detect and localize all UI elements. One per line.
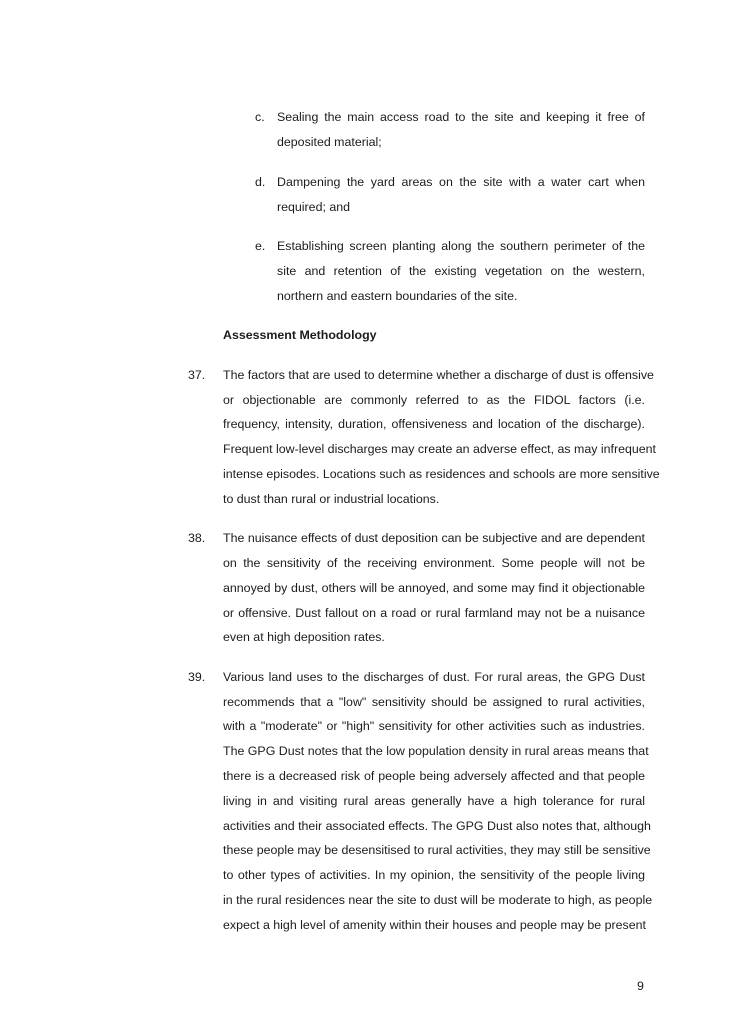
paragraph-number: 39.: [188, 670, 206, 684]
paragraph-line: or objectionable are commonly referred to as the FIDOL factors (i.e.: [223, 393, 645, 407]
paragraph-line: expect a high level of amenity within their houses and people may be present: [223, 918, 646, 932]
paragraph-line: intense episodes. Locations such as residences and schools are more sensitive: [223, 467, 660, 481]
list-item-line: northern and eastern boundaries of the site.: [277, 289, 518, 303]
paragraph-line: with a "moderate" or "high" sensitivity for other activities such as industries.: [223, 719, 645, 733]
paragraph-line: there is a decreased risk of people being adversely affected and that people: [223, 769, 645, 783]
list-item-line: Sealing the main access road to the site and keeping it free of: [277, 110, 645, 124]
paragraph-line: frequency, intensity, duration, offensiveness and location of the discharge).: [223, 417, 645, 431]
paragraph-line: these people may be desensitised to rural activities, they may still be sensitive: [223, 843, 651, 857]
list-item-line: Establishing screen planting along the southern perimeter of the: [277, 239, 645, 253]
paragraph-line: Various land uses to the discharges of dust. For rural areas, the GPG Dust: [223, 670, 645, 684]
list-item-line: required; and: [277, 200, 351, 214]
list-item-line: Dampening the yard areas on the site with a water cart when: [277, 175, 645, 189]
paragraph-line: living in and visiting rural areas generally have a high tolerance for rural: [223, 794, 645, 808]
paragraph-line: The nuisance effects of dust deposition can be subjective and are dependent: [223, 531, 645, 545]
list-marker: c.: [255, 110, 265, 124]
list-item-line: deposited material;: [277, 135, 382, 149]
paragraph-line: to other types of activities. In my opinion, the sensitivity of the people living: [223, 868, 645, 882]
section-heading: Assessment Methodology: [223, 328, 377, 342]
list-marker: d.: [255, 175, 266, 189]
paragraph-line: The factors that are used to determine whether a discharge of dust is offensive: [223, 368, 654, 382]
page-number: 9: [637, 979, 644, 993]
paragraph-line: even at high deposition rates.: [223, 630, 385, 644]
paragraph-line: on the sensitivity of the receiving environment. Some people will not be: [223, 556, 645, 570]
paragraph-line: annoyed by dust, others will be annoyed, and some may find it objectionable: [223, 581, 645, 595]
paragraph-number: 37.: [188, 368, 206, 382]
paragraph-number: 38.: [188, 531, 206, 545]
paragraph-line: to dust than rural or industrial locations.: [223, 492, 440, 506]
paragraph-line: activities and their associated effects. The GPG Dust also notes that, although: [223, 819, 651, 833]
paragraph-line: in the rural residences near the site to dust will be moderate to high, as people: [223, 893, 653, 907]
list-item-line: site and retention of the existing vegetation on the western,: [277, 264, 645, 278]
paragraph-line: The GPG Dust notes that the low population density in rural areas means that: [223, 744, 649, 758]
list-marker: e.: [255, 239, 266, 253]
paragraph-line: Frequent low-level discharges may create an adverse effect, as may infrequent: [223, 442, 656, 456]
paragraph-line: or offensive. Dust fallout on a road or rural farmland may not be a nuisance: [223, 606, 645, 620]
paragraph-line: recommends that a "low" sensitivity should be assigned to rural activities,: [223, 695, 645, 709]
